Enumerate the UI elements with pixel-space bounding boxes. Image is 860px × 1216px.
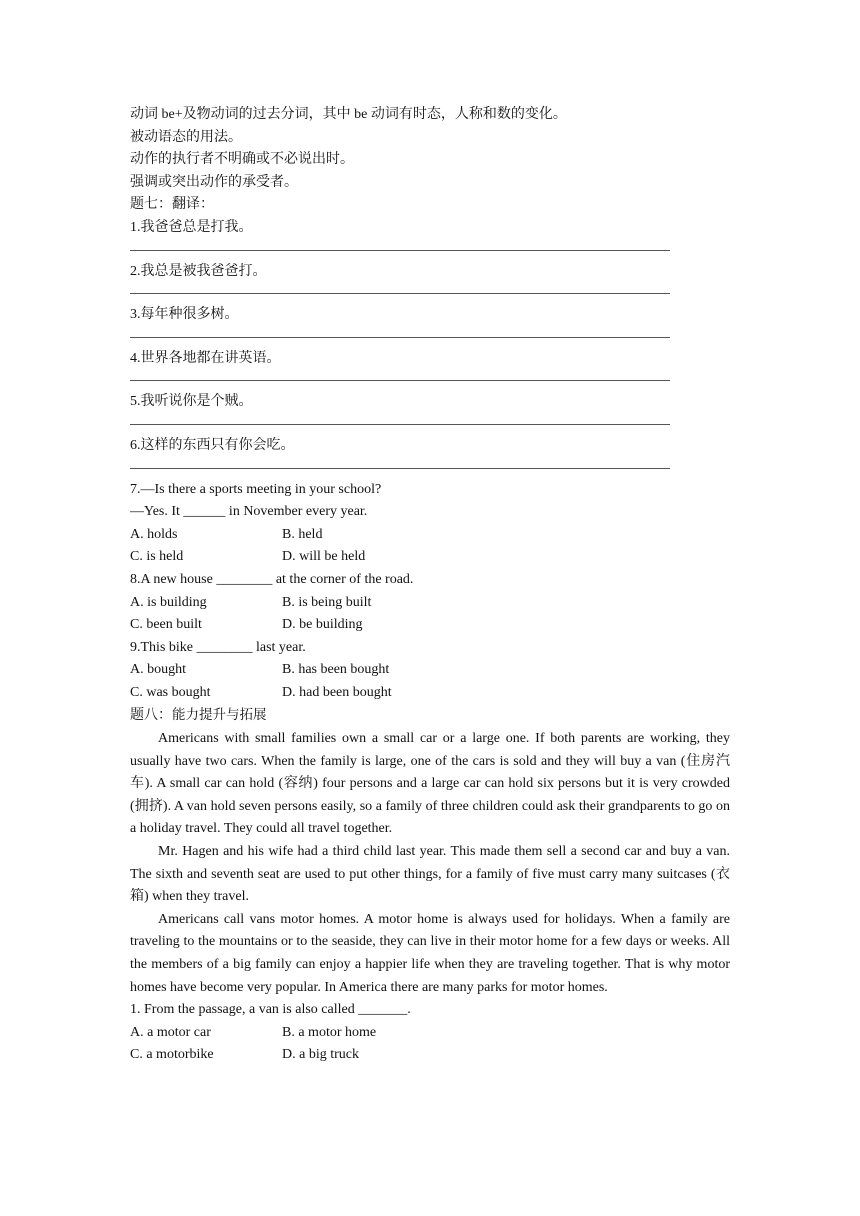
section7-title: 题七：翻译： (130, 197, 214, 213)
passage-paragraph-3: Americans call vans motor homes. A motor home is always used for holidays. When a family are traveling to the mountains or to the seaside, they can live in their motor home for a few days or weeks. All the members of a big family can enjoy a happier life when they are traveling together. That is why motor homes have become very popular. In America there are many parks for motor homes. (130, 911, 730, 995)
translation-item-5: 5.我听说你是个贼。 (130, 394, 253, 410)
intro-line-3: 动作的执行者不明确或不必说出时。 (130, 152, 354, 168)
q9-options-row-1 (130, 659, 730, 682)
q8-option-d[interactable]: D. be building (282, 617, 363, 633)
answer-line-4[interactable] (130, 380, 670, 381)
q7-option-b[interactable]: B. held (282, 526, 323, 542)
q7-stem: 7.—Is there a sports meeting in your school? (130, 481, 382, 497)
intro-line-1: 动词 be+及物动词的过去分词，其中 be 动词有时态，人称和数的变化。 (130, 107, 567, 122)
q9-option-d[interactable]: D. had been bought (282, 684, 392, 700)
q7-option-a[interactable]: A. holds (130, 526, 178, 542)
answer-line-2[interactable] (130, 293, 670, 294)
document-page (130, 104, 730, 1067)
q8-option-b[interactable]: B. is being built (282, 594, 372, 610)
intro-line-2: 被动语态的用法。 (130, 129, 242, 145)
q8-option-a[interactable]: A. is building (130, 594, 207, 610)
q7-option-d[interactable]: D. will be held (282, 549, 366, 565)
q8-option-c[interactable]: C. been built (130, 617, 202, 633)
answer-line-1[interactable] (130, 250, 670, 251)
reading-q1-options-row-2 (130, 1044, 730, 1067)
reading-q1-option-b[interactable]: B. a motor home (282, 1024, 377, 1040)
section8-title (130, 704, 730, 728)
q7-stem-reply: —Yes. It ______ in November every year. (130, 504, 368, 520)
q7-options-row-2 (130, 546, 730, 569)
q7-option-c[interactable]: C. is held (130, 549, 184, 565)
intro-line-4: 强调或突出动作的承受者。 (130, 174, 298, 190)
answer-line-6[interactable] (130, 468, 670, 469)
passage-paragraph-1: Americans with small families own a small car or a large one. If both parents are working, they usually have two cars. When the family is large, one of the cars is sold and they will buy a van (住房汽车). A small car can hold (容纳) four persons and a large car can hold six persons but it is very crowded (拥挤). A van hold seven persons easily, so a family of three children could ask their grandparents to go on a holiday travel. They could all travel together. (130, 731, 730, 837)
passage-paragraph-2: Mr. Hagen and his wife had a third child last year. This made them sell a second car and buy a van. The sixth and seventh seat are used to put other things, for a family of five must carry many suitcases (衣箱) when they travel. (130, 844, 730, 905)
reading-q1-option-c[interactable]: C. a motorbike (130, 1047, 214, 1063)
reading-q1-options-row-1 (130, 1022, 730, 1045)
translation-item-6: 6.这样的东西只有你会吃。 (130, 437, 295, 453)
q8-options-row-2 (130, 614, 730, 637)
q9-stem: 9.This bike ________ last year. (130, 639, 306, 655)
reading-q1-option-a[interactable]: A. a motor car (130, 1024, 211, 1040)
answer-line-5[interactable] (130, 424, 670, 425)
translation-item-2: 2.我总是被我爸爸打。 (130, 263, 267, 279)
answer-line-3[interactable] (130, 337, 670, 338)
q7-options-row-1 (130, 524, 730, 547)
section8-prefix: 题八： (130, 708, 172, 724)
translation-item-4: 4.世界各地都在讲英语。 (130, 350, 281, 366)
translation-item-1: 1.我爸爸总是打我。 (130, 219, 253, 235)
q9-option-a[interactable]: A. bought (130, 662, 186, 678)
reading-q1-option-d[interactable]: D. a big truck (282, 1047, 359, 1063)
q9-option-c[interactable]: C. was bought (130, 684, 211, 700)
section8-heading: 能力提升与拓展 (172, 707, 267, 724)
reading-q1-stem: 1. From the passage, a van is also called _______. (130, 1002, 411, 1018)
q9-options-row-2 (130, 682, 730, 705)
q9-option-b[interactable]: B. has been bought (282, 662, 390, 678)
q8-options-row-1 (130, 592, 730, 615)
q8-stem: 8.A new house ________ at the corner of the road. (130, 571, 414, 587)
translation-item-3: 3.每年种很多树。 (130, 307, 239, 323)
